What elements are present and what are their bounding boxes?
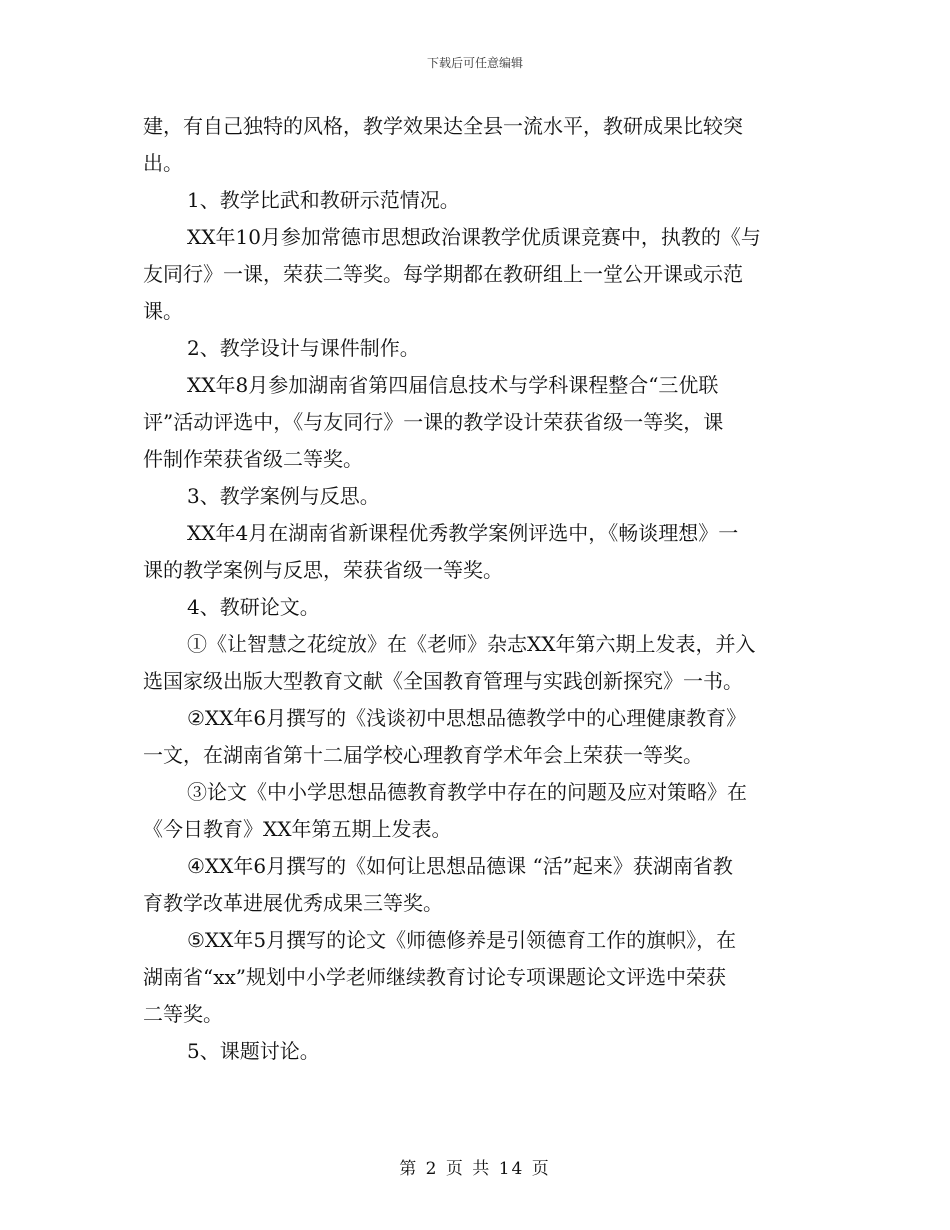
text-line: 育教学改革进展优秀成果三等奖。 [143, 891, 443, 915]
text-line: 3、教学案例与反思。 [187, 484, 380, 508]
text-line: ①《让智慧之花绽放》在《老师》杂志XX年第六期上发表，并入 [187, 632, 756, 656]
text-line: 1、教学比武和教研示范情况。 [187, 188, 460, 212]
text-line: 建，有自己独特的风格，教学效果达全县一流水平，教研成果比较突 [143, 114, 743, 138]
text-line: 评”活动评选中，《与友同行》一课的教学设计荣获省级一等奖，课 [143, 410, 724, 434]
text-line: 课的教学案例与反思，荣获省级一等奖。 [143, 558, 503, 582]
page-footer: 第 2 页 共 14 页 [399, 1159, 551, 1179]
text-line: ②XX年6月撰写的《浅谈初中思想品德教学中的心理健康教育》 [187, 706, 747, 730]
text-line: 课。 [143, 299, 183, 323]
text-line: 《今日教育》XX年第五期上发表。 [143, 817, 452, 841]
document-body [143, 108, 823, 1070]
text-line: 友同行》一课，荣获二等奖。每学期都在教研组上一堂公开课或示范 [143, 262, 743, 286]
text-line: 2、教学设计与课件制作。 [187, 336, 420, 360]
text-line: 一文，在湖南省第十二届学校心理教育学术年会上荣获一等奖。 [143, 743, 703, 767]
text-line: 湖南省“xx”规划中小学老师继续教育讨论专项课题论文评选中荣获 [143, 965, 727, 989]
text-line: XX年8月参加湖南省第四届信息技术与学科课程整合“三优联 [187, 373, 719, 397]
text-line: 5、课题讨论。 [187, 1039, 320, 1063]
text-line: ③论文《中小学思想品德教育教学中存在的问题及应对策略》在 [187, 780, 747, 804]
text-line: ④XX年6月撰写的《如何让思想品德课 “活”起来》获湖南省教 [187, 854, 733, 878]
text-line: 出。 [143, 151, 183, 175]
text-line: XX年4月在湖南省新课程优秀教学案例评选中，《畅谈理想》一 [187, 521, 739, 545]
text-line: 件制作荣获省级二等奖。 [143, 447, 363, 471]
text-line: XX年10月参加常德市思想政治课教学优质课竞赛中，执教的《与 [187, 225, 761, 249]
page-header: 下载后可任意编辑 [426, 56, 523, 70]
text-line: 选国家级出版大型教育文献《全国教育管理与实践创新探究》一书。 [143, 669, 743, 693]
text-line: 4、教研论文。 [187, 595, 320, 619]
text-line: ⑤XX年5月撰写的论文《师德修养是引领德育工作的旗帜》，在 [187, 928, 737, 952]
text-line: 二等奖。 [143, 1002, 223, 1026]
